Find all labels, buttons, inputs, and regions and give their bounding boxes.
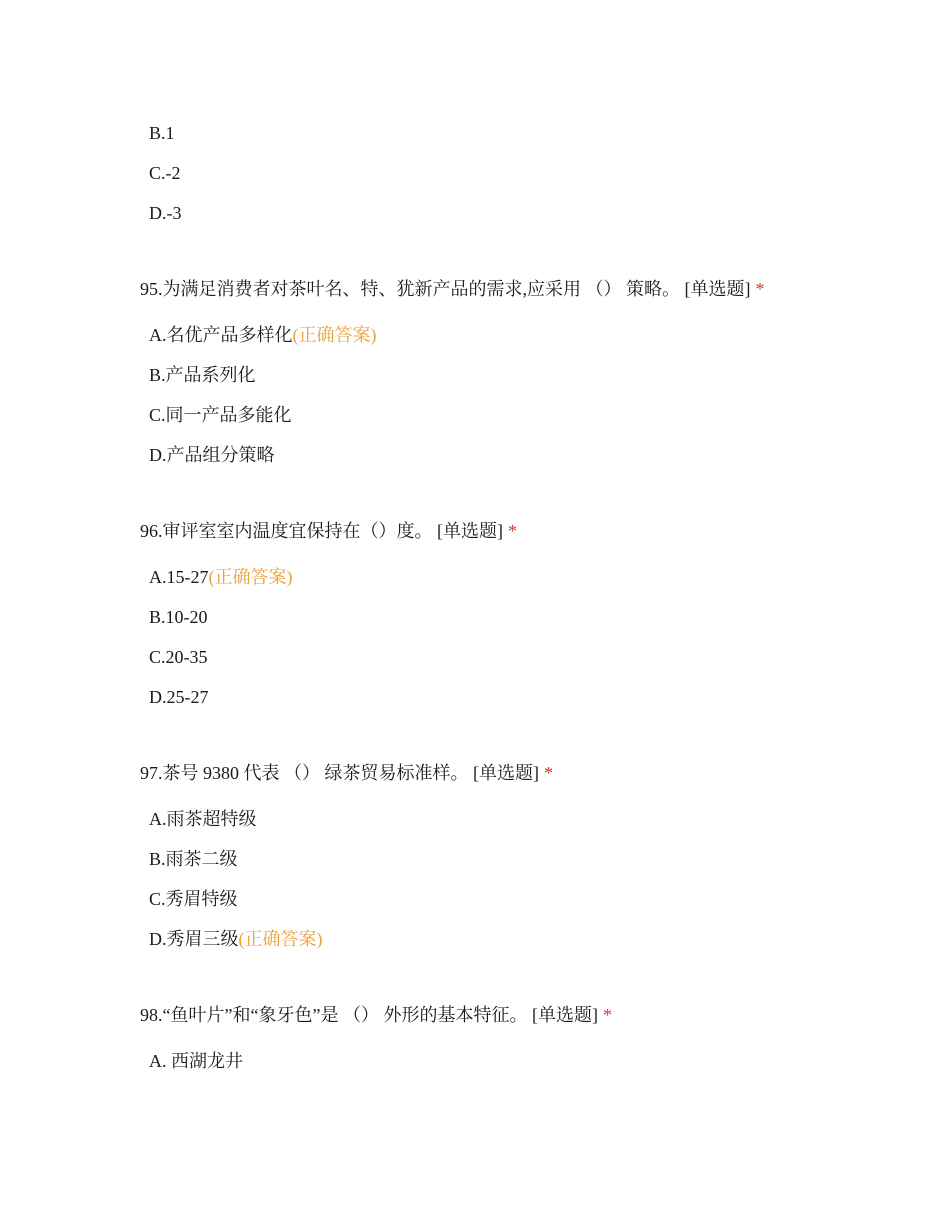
required-mark: *: [508, 521, 517, 541]
correct-answer-tag: (正确答案): [238, 929, 323, 949]
option-text: A.15-27: [149, 567, 209, 587]
option-text: A. 西湖龙井: [149, 1051, 243, 1071]
option-text: B.产品系列化: [149, 365, 256, 385]
option-item: [149, 646, 208, 668]
option-item: [149, 324, 377, 346]
option-item: [149, 1050, 243, 1072]
option-text: A.名优产品多样化: [149, 325, 293, 345]
option-item: [149, 888, 238, 910]
question-text: 97.茶号 9380 代表 （） 绿茶贸易标准样。 [单选题]: [140, 763, 539, 783]
question-title: [140, 1004, 612, 1026]
option-item: [149, 928, 323, 950]
question-title: [140, 520, 517, 542]
required-mark: *: [755, 279, 765, 299]
option-text: C.秀眉特级: [149, 889, 238, 909]
required-mark: *: [544, 763, 553, 783]
option-text: B.雨茶二级: [149, 849, 238, 869]
option-text: B.10-20: [149, 607, 208, 627]
option-item: [149, 808, 257, 830]
option-item: D.-3: [149, 203, 182, 223]
question-title: [140, 278, 765, 300]
option-text: D.产品组分策略: [149, 445, 275, 465]
question-text: 98.“鱼叶片”和“象牙色”是 （） 外形的基本特征。 [单选题]: [140, 1005, 598, 1025]
option-item: [149, 566, 293, 588]
correct-answer-tag: (正确答案): [292, 325, 377, 345]
question-title: [140, 762, 553, 784]
option-item: [149, 686, 209, 708]
correct-answer-tag: (正确答案): [208, 567, 293, 587]
option-item: [149, 444, 275, 466]
option-text: A.雨茶超特级: [149, 809, 257, 829]
option-text: C.同一产品多能化: [149, 405, 292, 425]
question-text: 96.审评室室内温度宜保持在（）度。 [单选题]: [140, 521, 503, 541]
option-text: D.秀眉三级: [149, 929, 239, 949]
option-item: B.1: [149, 123, 175, 143]
option-text: D.25-27: [149, 687, 209, 707]
option-item: [149, 404, 292, 426]
option-item: [149, 364, 256, 386]
option-item: C.-2: [149, 163, 181, 183]
option-text: C.20-35: [149, 647, 208, 667]
option-item: [149, 606, 208, 628]
required-mark: *: [602, 1005, 612, 1025]
option-item: [149, 848, 238, 870]
question-text: 95.为满足消费者对茶叶名、特、犹新产品的需求,应采用 （） 策略。 [单选题]: [140, 279, 751, 299]
